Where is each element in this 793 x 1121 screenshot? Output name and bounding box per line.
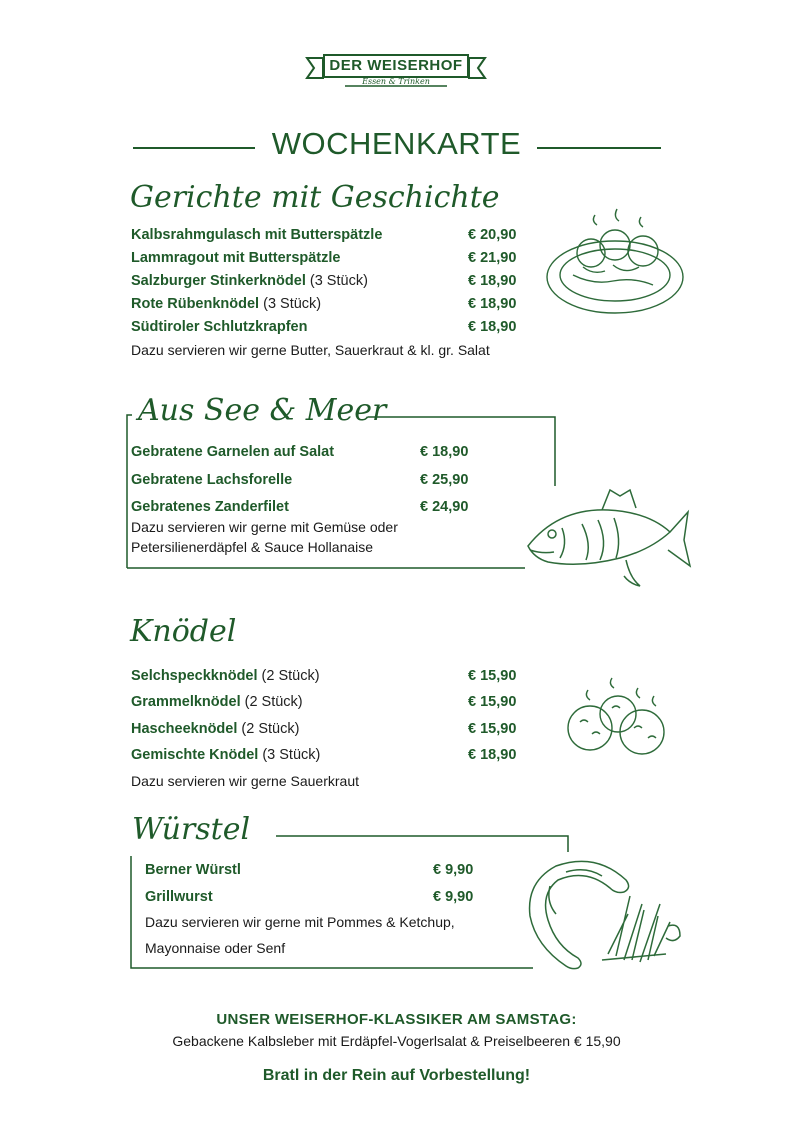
menu-item: Gebratene Garnelen auf Salat <box>131 444 335 460</box>
menu-item: Rote Rübenknödel (3 Stück) <box>131 296 322 312</box>
menu-item-price: € 18,90 <box>420 444 469 460</box>
menu-item: Selchspeckknödel (2 Stück) <box>131 668 320 684</box>
section-description: Dazu servieren wir gerne Butter, Sauerkraut & kl. gr. Salat <box>131 342 490 358</box>
footer-text: Gebackene Kalbsleber mit Erdäpfel-Vogerlsalat & Preiselbeeren € 15,90 <box>172 1033 621 1049</box>
menu-item-price: € 18,90 <box>468 273 517 289</box>
menu-item: Gebratene Lachsforelle <box>131 472 293 488</box>
menu-item: Lammragout mit Butterspätzle <box>131 250 341 266</box>
section-description: Petersilienerdäpfel & Sauce Hollanaise <box>131 539 374 555</box>
section-description: Dazu servieren wir gerne mit Gemüse oder <box>131 519 398 535</box>
menu-item: Grillwurst <box>145 889 213 905</box>
menu-item: Gebratenes Zanderfilet <box>131 499 289 515</box>
section-title-wuerstel: Würstel <box>132 812 251 847</box>
section-description: Dazu servieren wir gerne Sauerkraut <box>131 773 359 789</box>
menu-item: Berner Würstl <box>145 862 241 878</box>
menu-item-price: € 18,90 <box>468 296 517 312</box>
menu-item: Grammelknödel (2 Stück) <box>131 694 303 710</box>
logo <box>305 50 487 92</box>
logo-subtitle: Essen & Trinken <box>362 77 430 86</box>
plate-dumplings-illustration <box>543 205 693 325</box>
section-description: Mayonnaise oder Senf <box>145 940 286 956</box>
menu-item-price: € 15,90 <box>468 721 517 737</box>
section-title-see: Aus See & Meer <box>138 393 387 428</box>
menu-item: Hascheeknödel (2 Stück) <box>131 721 300 737</box>
logo-title: DER WEISERHOF <box>329 57 463 74</box>
menu-item-price: € 20,90 <box>468 227 517 243</box>
menu-item-price: € 9,90 <box>433 889 474 905</box>
section-title-geschichte: Gerichte mit Geschichte <box>130 180 500 215</box>
dumplings-illustration <box>562 672 668 760</box>
sausage-fries-illustration <box>536 856 686 974</box>
menu-item-price: € 24,90 <box>420 499 469 515</box>
menu-item: Salzburger Stinkerknödel (3 Stück) <box>131 273 368 289</box>
menu-item-price: € 15,90 <box>468 694 517 710</box>
menu-item-price: € 9,90 <box>433 862 474 878</box>
title-rule-right <box>537 147 661 149</box>
menu-item-price: € 18,90 <box>468 747 517 763</box>
fish-illustration <box>522 484 692 592</box>
menu-item-price: € 18,90 <box>468 319 517 335</box>
menu-item-price: € 25,90 <box>420 472 469 488</box>
menu-item: Kalbsrahmgulasch mit Butterspätzle <box>131 227 383 243</box>
page-title: WOCHENKARTE <box>271 126 522 161</box>
footer-bratl: Bratl in der Rein auf Vorbestellung! <box>262 1067 531 1084</box>
menu-item: Südtiroler Schlutzkrapfen <box>131 319 308 335</box>
menu-item-price: € 21,90 <box>468 250 517 266</box>
section-title-knoedel: Knödel <box>130 614 237 649</box>
footer-title: UNSER WEISERHOF-KLASSIKER AM SAMSTAG: <box>216 1011 577 1028</box>
menu-item-price: € 15,90 <box>468 668 517 684</box>
menu-item: Gemischte Knödel (3 Stück) <box>131 747 321 763</box>
section-description: Dazu servieren wir gerne mit Pommes & Ketchup, <box>145 914 455 930</box>
